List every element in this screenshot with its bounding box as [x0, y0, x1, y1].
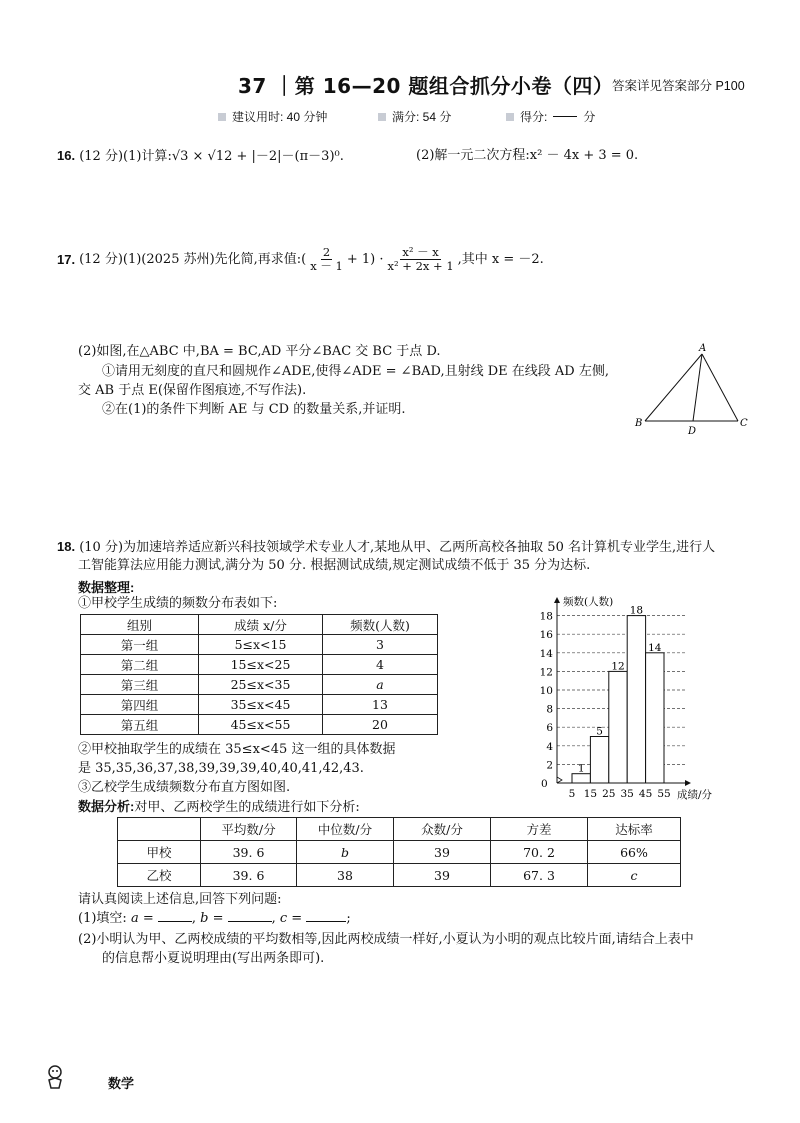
label-B: B — [635, 418, 643, 429]
score-field: 得分: 分 — [506, 108, 595, 125]
score-blank[interactable] — [553, 116, 577, 117]
table-row: 第一组 5≤x<15 3 — [81, 635, 438, 655]
triangle-figure — [630, 340, 750, 440]
blank-b[interactable] — [228, 921, 272, 922]
blank-a[interactable] — [158, 921, 192, 922]
histogram-bar — [590, 737, 608, 784]
table-header-row: 组别 成绩 x/分 频数(人数) — [81, 615, 438, 635]
label-C: C — [740, 418, 748, 429]
histogram-bar — [627, 616, 645, 783]
origin-label: 0 — [541, 778, 548, 790]
q18-q2-line2: 的信息帮小夏说明理由(写出两条即可). — [102, 951, 325, 966]
full-score: 满分: 54 分 — [378, 108, 451, 125]
footer-subject: 数学 — [108, 1076, 135, 1091]
y-axis-arrow — [554, 597, 560, 603]
q18-read: 请认真阅读上述信息,回答下列问题: — [78, 892, 282, 907]
bar-value-label: 14 — [648, 641, 662, 654]
side-AC — [702, 354, 738, 421]
table-row: 甲校 39. 6 b 39 70. 2 66% — [118, 841, 681, 864]
q17-part2-line3: 交 AB 于点 E(保留作图痕迹,不写作法). — [78, 383, 307, 398]
y-tick-label: 12 — [539, 666, 553, 679]
table-row: 第五组 45≤x<55 20 — [81, 715, 438, 735]
y-tick-label: 8 — [546, 703, 553, 716]
question-16-part2: (2)解一元二次方程:x² － 4x + 3 = 0. — [416, 148, 639, 163]
page-title: 37 ｜第 16—20 题组合抓分小卷（四） — [238, 74, 614, 98]
frequency-table — [80, 614, 438, 735]
y-tick-label: 18 — [539, 610, 553, 623]
q17-part2-line1: (2)如图,在△ABC 中,BA = BC,AD 平分∠BAC 交 BC 于点 D. — [78, 344, 441, 359]
y-tick-label: 2 — [546, 759, 553, 772]
x-tick-label: 55 — [657, 788, 671, 800]
histogram-bar — [646, 653, 664, 783]
x-tick-label: 25 — [602, 788, 616, 800]
q18-item2-line1: ②甲校抽取学生的成绩在 35≤x<45 这一组的具体数据 — [78, 742, 396, 757]
x-axis-arrow — [685, 780, 691, 786]
x-tick-label: 15 — [583, 788, 598, 800]
y-tick-label: 14 — [539, 647, 553, 660]
table-header-row: 平均数/分 中位数/分 众数/分 方差 达标率 — [118, 818, 681, 841]
fraction-2: $\frac{\text{x² － x}}{\text{x² + 2x + 1}}$ — [387, 245, 454, 273]
bar-value-label: 18 — [629, 604, 644, 617]
bar-value-label: 12 — [611, 660, 625, 673]
table-row: 第二组 15≤x<25 4 — [81, 655, 438, 675]
question-16: 16. (12 分)(1)计算:√3 × √12 + |－2|－(π－3)⁰. — [57, 148, 344, 164]
x-tick-label: 5 — [568, 788, 576, 800]
y-tick-label: 4 — [546, 740, 553, 753]
histogram-bar — [609, 671, 627, 783]
question-17: 17. (12 分)(1)(2025 苏州)先化简,再求值:( $\frac{2}{x - 1}$ + 1) · $\frac{\text{x² － x}}{\text{x² + 2x + 1}}$ ,其中 x = －2. — [57, 245, 544, 273]
y-axis-label: 频数(人数) — [563, 596, 614, 608]
y-tick-label: 16 — [539, 629, 553, 642]
mascot-icon — [42, 1064, 68, 1090]
q18-item1: ①甲校学生成绩的频数分布表如下: — [78, 596, 278, 611]
q18-fill-line: (1)填空: a = , b = , c = ; — [78, 911, 351, 926]
q17-part2-line2: ①请用无刻度的直尺和圆规作∠ADE,使得∠ADE = ∠BAD,且射线 DE 在线段 AD 左侧, — [102, 364, 609, 379]
axis-break-icon — [557, 777, 562, 783]
table-row: 第四组 35≤x<45 13 — [81, 695, 438, 715]
q18-item2-line2: 是 35,35,36,37,38,39,39,39,40,40,41,42,43. — [78, 761, 364, 776]
q18-item3: ③乙校学生成绩频数分布直方图如图. — [78, 780, 291, 795]
suggested-time: 建议用时: 40 分钟 — [218, 108, 327, 125]
fraction-1: $\frac{2}{x - 1}$ — [310, 245, 343, 273]
table-row: 第三组 25≤x<35 a — [81, 675, 438, 695]
bar-value-label: 5 — [596, 725, 603, 738]
time-icon — [218, 113, 226, 121]
y-tick-label: 6 — [546, 722, 553, 735]
q18-q2-line1: (2)小明认为甲、乙两校成绩的平均数相等,因此两校成绩一样好,小夏认为小明的观点比较片面,请结合上表中 — [78, 932, 694, 947]
q18-intro-line2: 工智能算法应用能力测试,满分为 50 分. 根据测试成绩,规定测试成绩不低于 35 分为达标. — [78, 558, 591, 573]
table-row: 乙校 39. 6 38 39 67. 3 c — [118, 864, 681, 887]
data-heading: 数据整理: — [78, 580, 135, 595]
histogram-chart — [525, 590, 725, 805]
q17-part2-line4: ②在(1)的条件下判断 AE 与 CD 的数量关系,并证明. — [102, 402, 406, 417]
side-AB — [645, 354, 702, 421]
segment-AD — [693, 354, 702, 421]
question-18: 18. (10 分)为加速培养适应新兴科技领域学术专业人才,某地从甲、乙两所高校各抽取 50 名计算机专业学生,进行人 — [57, 539, 716, 555]
pen-icon — [506, 113, 514, 121]
label-A: A — [699, 343, 707, 354]
answer-reference: 答案详见答案部分 P100 — [612, 79, 745, 93]
analysis-line: 数据分析:对甲、乙两校学生的成绩进行如下分析: — [78, 799, 360, 815]
histogram-bar — [572, 774, 590, 783]
blank-c[interactable] — [306, 921, 346, 922]
label-D: D — [688, 426, 697, 437]
analysis-table — [117, 817, 681, 887]
score-icon — [378, 113, 386, 121]
y-tick-label: 10 — [539, 685, 553, 697]
x-tick-label: 45 — [638, 788, 653, 800]
bar-value-label: 1 — [577, 762, 585, 775]
x-tick-label: 35 — [620, 788, 634, 800]
x-axis-label: 成绩/分 — [677, 789, 713, 801]
